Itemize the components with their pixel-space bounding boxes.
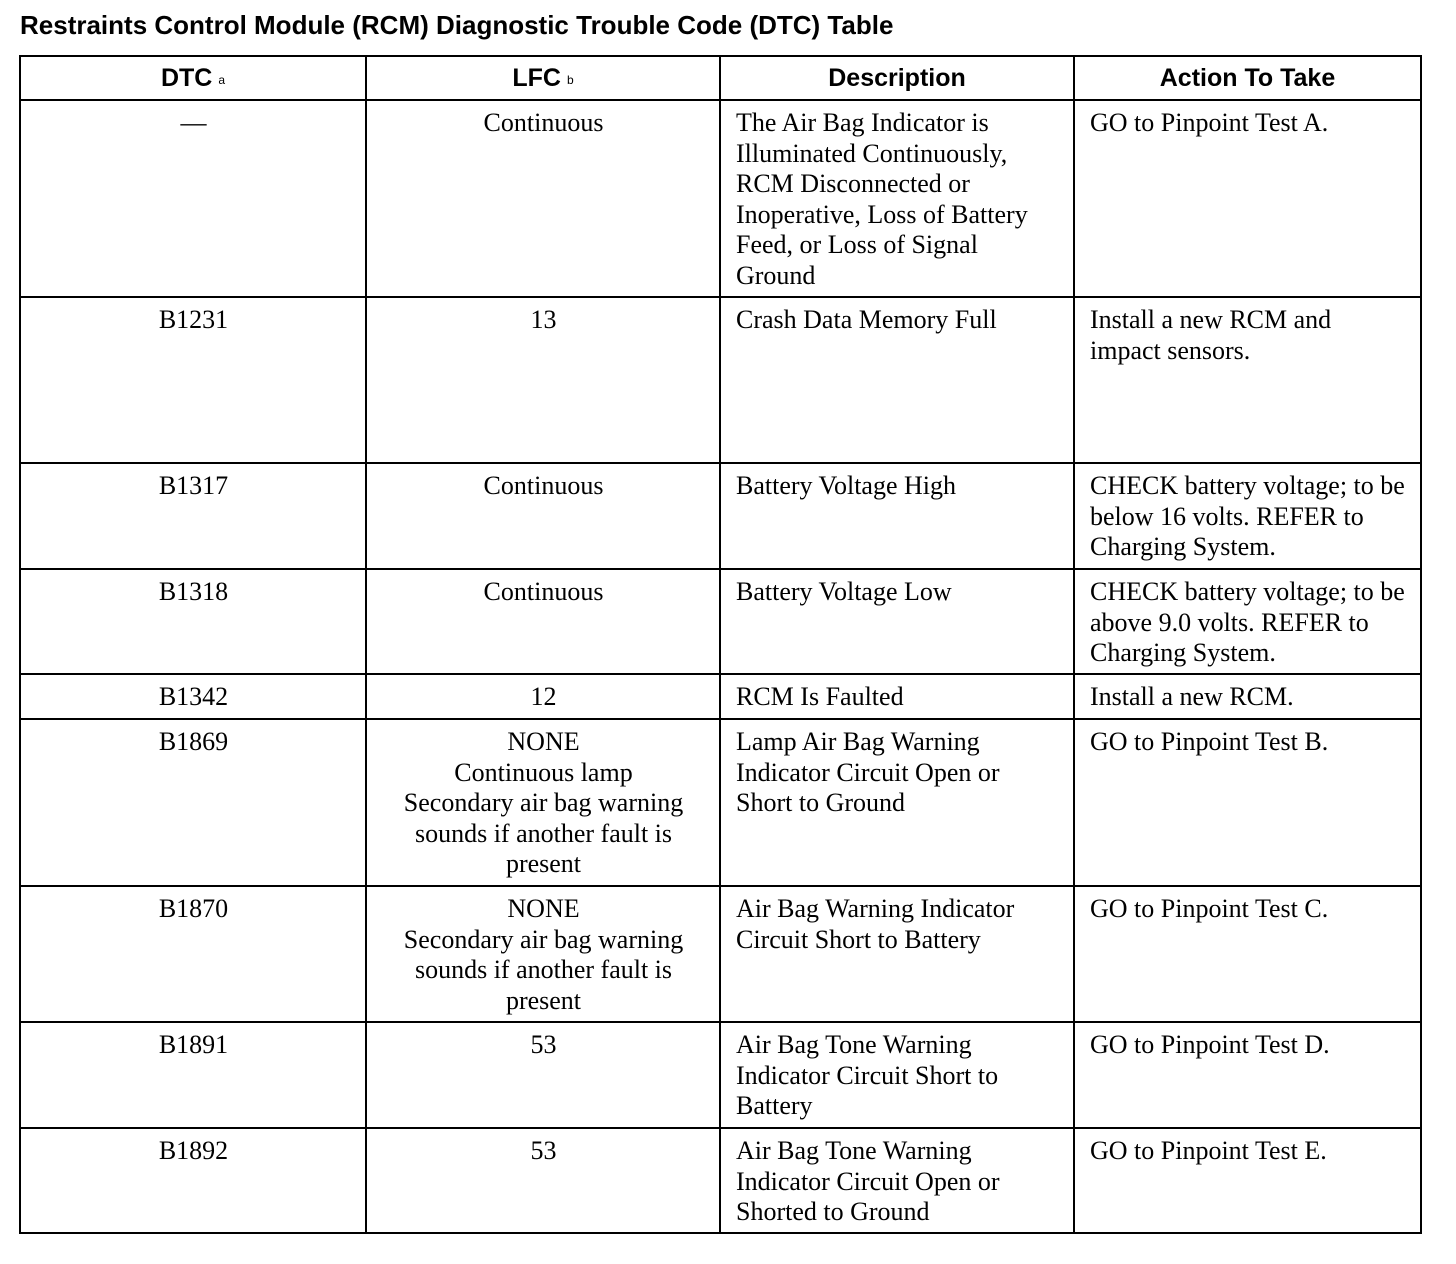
table-row <box>20 100 1421 297</box>
cell-action: CHECK battery voltage; to be below 16 volts. REFER to Charging System. <box>1074 463 1421 569</box>
table-row <box>20 674 1421 719</box>
lfc-line: NONE <box>507 894 580 923</box>
cell-dtc: B1318 <box>20 569 366 674</box>
cell-dtc: B1231 <box>20 297 366 463</box>
table-row <box>20 1128 1421 1233</box>
cell-action: Install a new RCM and impact sensors. <box>1074 297 1421 463</box>
cell-action: GO to Pinpoint Test A. <box>1074 100 1421 297</box>
cell-description: The Air Bag Indicator is Illuminated Continuously, RCM Disconnected or Inoperative, Loss of Battery Feed, or Loss of Signal Ground <box>720 100 1074 297</box>
cell-dtc: B1869 <box>20 719 366 886</box>
lfc-line: 53 <box>530 1136 557 1165</box>
header-description: Description <box>720 56 1074 100</box>
lfc-line: 13 <box>530 305 557 334</box>
dtc-table <box>19 55 1422 1234</box>
cell-description: Air Bag Tone Warning Indicator Circuit Short to Battery <box>720 1022 1074 1128</box>
header-dtc-label: DTC <box>160 64 213 92</box>
header-dtc-footnote: a <box>218 73 226 87</box>
header-lfc-footnote: b <box>566 73 574 87</box>
cell-description: Crash Data Memory Full <box>720 297 1074 463</box>
cell-dtc: B1317 <box>20 463 366 569</box>
lfc-line: 53 <box>530 1030 557 1059</box>
cell-lfc <box>366 463 720 569</box>
lfc-line: Continuous <box>483 577 604 606</box>
table-row <box>20 886 1421 1022</box>
lfc-line: NONE <box>507 727 580 756</box>
cell-action: Install a new RCM. <box>1074 674 1421 719</box>
cell-lfc <box>366 100 720 297</box>
header-action: Action To Take <box>1074 56 1421 100</box>
lfc-line: Secondary air bag warning sounds if another fault is present <box>403 788 684 878</box>
header-dtc <box>20 56 366 100</box>
cell-lfc <box>366 674 720 719</box>
cell-action: CHECK battery voltage; to be above 9.0 volts. REFER to Charging System. <box>1074 569 1421 674</box>
cell-action: GO to Pinpoint Test C. <box>1074 886 1421 1022</box>
table-row <box>20 719 1421 886</box>
header-lfc-label: LFC <box>512 64 561 92</box>
table-row <box>20 463 1421 569</box>
cell-lfc <box>366 569 720 674</box>
cell-lfc <box>366 719 720 886</box>
cell-lfc <box>366 1128 720 1233</box>
cell-description: Air Bag Tone Warning Indicator Circuit Open or Shorted to Ground <box>720 1128 1074 1233</box>
lfc-line: Continuous lamp <box>454 757 633 787</box>
cell-action: GO to Pinpoint Test D. <box>1074 1022 1421 1128</box>
header-lfc <box>366 56 720 100</box>
lfc-line: Secondary air bag warning sounds if another fault is present <box>403 924 684 1015</box>
cell-description: Air Bag Warning Indicator Circuit Short to Battery <box>720 886 1074 1022</box>
cell-lfc <box>366 886 720 1022</box>
lfc-line: Continuous <box>483 108 604 137</box>
cell-dtc: B1870 <box>20 886 366 1022</box>
table-row <box>20 297 1421 463</box>
cell-dtc: B1892 <box>20 1128 366 1233</box>
cell-description: Battery Voltage High <box>720 463 1074 569</box>
page-title: Restraints Control Module (RCM) Diagnostic Trouble Code (DTC) Table <box>20 10 894 40</box>
cell-description: Lamp Air Bag Warning Indicator Circuit Open or Short to Ground <box>720 719 1074 886</box>
cell-dtc: B1342 <box>20 674 366 719</box>
cell-dtc: B1891 <box>20 1022 366 1128</box>
cell-description: Battery Voltage Low <box>720 569 1074 674</box>
table-header-row <box>20 56 1421 100</box>
table-row <box>20 569 1421 674</box>
cell-lfc <box>366 297 720 463</box>
cell-action: GO to Pinpoint Test E. <box>1074 1128 1421 1233</box>
cell-action: GO to Pinpoint Test B. <box>1074 719 1421 886</box>
cell-description: RCM Is Faulted <box>720 674 1074 719</box>
table-row <box>20 1022 1421 1128</box>
cell-lfc <box>366 1022 720 1128</box>
lfc-line: Continuous <box>483 471 604 500</box>
lfc-line: 12 <box>530 682 557 711</box>
cell-dtc: — <box>20 100 366 297</box>
